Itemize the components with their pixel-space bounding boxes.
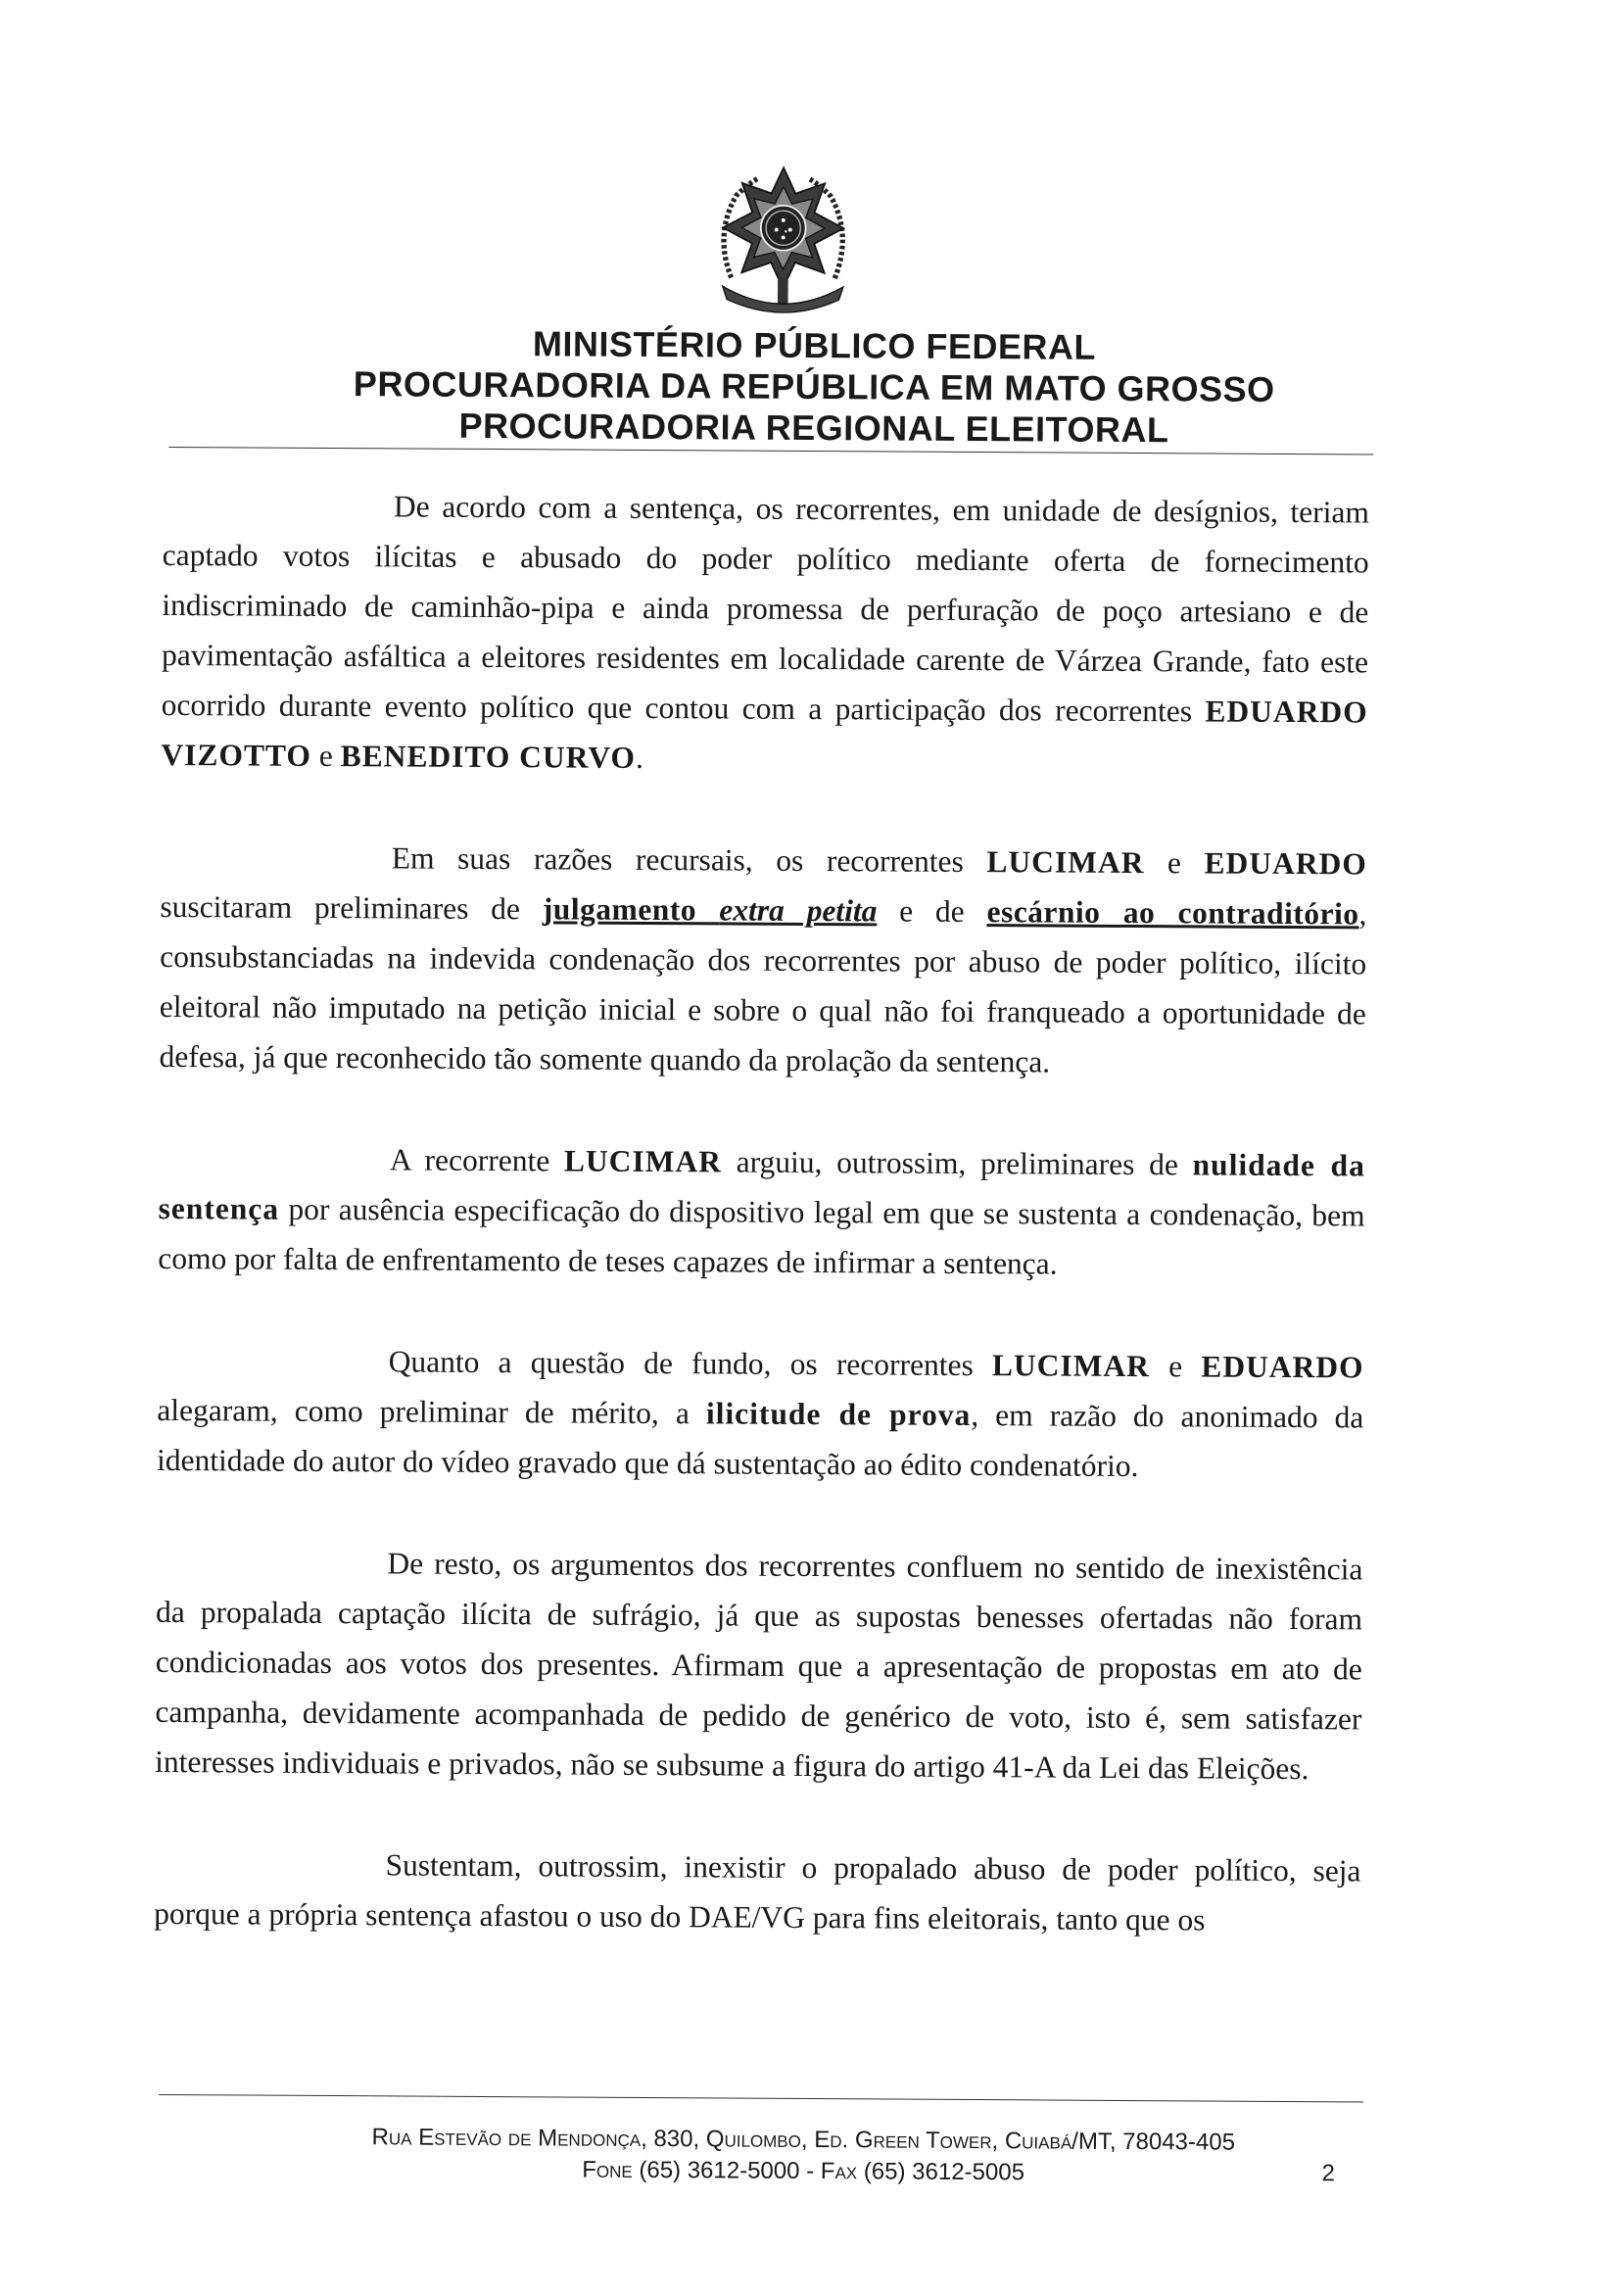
- footer-phone: Fone (65) 3612-5000 - Fax (65) 3612-5005: [582, 2156, 1025, 2186]
- paragraph-1: De acordo com a sentença, os recorrentes, em unidade de desígnios, teriam captado votos ilícitas e abusado do poder político mediante oferta de fornecimento indiscriminado de caminhão-pipa e ainda promessa de perfuração de poço artesiano e de pavimentação asfáltica a eleitores residentes em localidade carente de Várzea Grande, fato este ocorrido durante evento político que contou com a participação dos recorrentes EDUARDO VIZOTTO e BENEDITO CURVO.: [161, 489, 1370, 775]
- brazil-coat-of-arms-icon: [696, 148, 870, 321]
- paragraph-5: De resto, os argumentos dos recorrentes confluem no sentido de inexistência da propalada captação ilícita de sufrágio, já que as supostas benesses ofertadas não foram condicionadas aos votos dos presentes. Afirmam que a apresentação de propostas em ato de campanha, devidamente acompanhada de pedido de genérico de voto, isto é, sem satisfazer interesses individuais e privados, não se subsume a figura do artigo 41-A da Lei das Eleições.: [155, 1546, 1363, 1787]
- header-procuradoria: PROCURADORIA DA REPÚBLICA EM MATO GROSSO: [353, 363, 1275, 409]
- paragraph-2: Em suas razões recursais, os recorrentes LUCIMAR e EDUARDO suscitaram preliminares de julgamento extra petita e de escárnio ao contraditório, consubstanciadas na indevida condenação dos recorrentes por abuso de poder político, ilícito eleitoral não imputado na petição inicial e sobre o qual não foi franqueado a oportunidade de defesa, já que reconhecido tão somente quando da prolação da sentença.: [159, 840, 1367, 1079]
- page-number: 2: [1321, 2160, 1336, 2187]
- header-ministry: MINISTÉRIO PÚBLICO FEDERAL: [532, 323, 1097, 367]
- paragraph-3: A recorrente LUCIMAR arguiu, outrossim, preliminares de nulidade da sentença por ausência especificação do dispositivo legal em que se sustenta a condenação, bem como por falta de enfrentamento de teses capazes de infirmar a sentença.: [158, 1142, 1365, 1281]
- document-body: [154, 480, 1369, 1997]
- header-regional: PROCURADORIA REGIONAL ELEITORAL: [458, 405, 1169, 451]
- paragraph-6: Sustentam, outrossim, inexistir o propalado abuso de poder político, seja porque a própria sentença afastou o uso do DAE/VG para fins eleitorais, tanto que os: [154, 1847, 1361, 1937]
- footer-address: Rua Estevão de Mendonça, 830, Quilombo, Ed. Green Tower, Cuiabá/MT, 78043-405: [371, 2124, 1236, 2156]
- paragraph-4: Quanto a questão de fundo, os recorrentes LUCIMAR e EDUARDO alegaram, como preliminar de mérito, a ilicitude de prova, em razão do anonimado da identidade do autor do vídeo gravado que dá sustentação ao édito condenatório.: [156, 1344, 1364, 1484]
- footer-divider: [159, 2094, 1363, 2103]
